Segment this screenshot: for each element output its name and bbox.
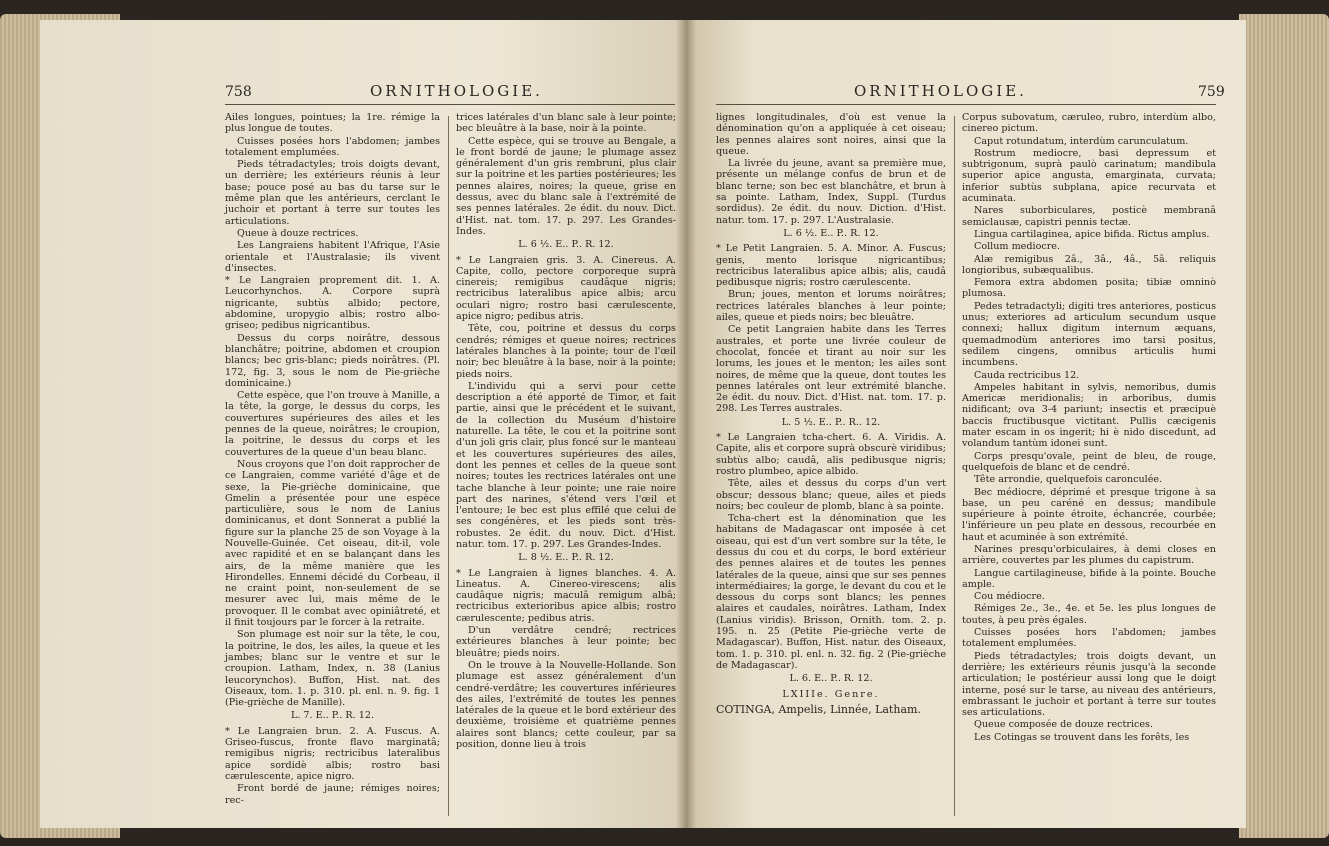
paragraph: COTINGA, Ampelis, Linnée, Latham. [716, 702, 921, 716]
paragraph: Son plumage est noir sur la tête, le cou, la poitrine, le dos, les ailes, la queue et les jambes; blanc sur le ventre et sur le croupion. Latham, Index, n. 38 (Lanius leucorynchos). Buffon, Hist. nat. des Oiseaux, tom. 1. p. 310. pl. enl. n. 9. fig. 1 (Pie-grièche de Manille). [225, 629, 440, 709]
paragraph: Ailes longues, pointues; la 1re. rémige la plus longue de toutes. [225, 112, 440, 135]
paragraph: Cette espèce, qui se trouve au Bengale, a le front bordé de jaune; le plumage assez généralement d'un gris rembruni, plus clair sur la poitrine et les parties postérieures; les pennes alaires, noires; la queue, grise en dessus, avec du blanc sale à l'extrémité de ses pennes latérales. 2e édit. du nouv. Dict. d'Hist. nat. tom. 17. p. 297. Les Grandes-Indes. [456, 135, 676, 237]
paragraph: Front bordé de jaune; rémiges noires; rec- [225, 783, 440, 806]
paragraph: Tête, ailes et dessus du corps d'un vert obscur; dessous blanc; queue, ailes et pieds noirs; bec couleur de plomb, blanc à sa pointe. [716, 478, 946, 512]
paragraph: Lingua cartilaginea, apice bifida. Rictus amplus. [974, 228, 1210, 240]
paragraph: * Le Langraien à lignes blanches. 4. A. Lineatus. A. Cinereo-virescens; alis caudâque nigris; maculâ remigum albâ; rectricibus exterioribus apice albis; rostro cærulescente; pedibus atris. [456, 567, 676, 624]
header-rule [225, 104, 675, 105]
text-column-1 [716, 112, 946, 716]
running-head: ORNITHOLOGIE. [854, 82, 1027, 100]
running-head: ORNITHOLOGIE. [370, 82, 543, 100]
paragraph: Cauda rectricibus 12. [974, 369, 1080, 381]
paragraph: trices latérales d'un blanc sale à leur pointe; bec bleuâtre à la base, noir à la pointe. [456, 112, 676, 135]
paragraph: Pieds tétradactyles; trois doigts devant, un derrière; les extérieurs réunis jusqu'à la seconde articulation; le postérieur aussi long que le doigt interne, posé sur le tarse, au niveau des antérieurs, embrassant le juchoir et portant à terre sur toutes ses articulations. [962, 650, 1216, 719]
left-page [40, 20, 686, 828]
paragraph: Les Cotingas se trouvent dans les forêts, les [974, 731, 1190, 743]
paragraph: Pieds tétradactyles; trois doigts devant, un derrière; les extérieurs réunis à leur base; pouce posé au bas du tarse sur le même plan que les antérieurs, cerclant le juchoir et portant à terre sur toutes les articulations. [225, 159, 440, 227]
measurements: L. 6 ½. E.. P.. R. 12. [518, 239, 614, 251]
paragraph: Bec médiocre, déprimé et presque trigone à sa base, un peu caréné en dessus; mandibule supérieure à pointe étroite, échancrée, courbée; l'inférieure un peu plate en dessous, recourbée en haut et acuminée à son extrémité. [962, 486, 1216, 543]
paragraph: Rémiges 2e., 3e., 4e. et 5e. les plus longues de toutes, à peu près égales. [962, 603, 1216, 626]
measurements: L. 6. E.. P.. R. 12. [789, 673, 873, 685]
paragraph: Brun; joues, menton et lorums noirâtres; rectrices latérales blanches à leur pointe; ailes, queue et pieds noirs; bec bleuâtre. [716, 289, 946, 324]
measurements: L. 5 ½. E.. P.. R.. 12. [781, 416, 881, 428]
paragraph: Ampeles habitant in sylvis, nemoribus, dumis Americæ meridionalis; in arboribus, dumis nidificant; ova 3-4 pariunt; insectis et præcipuè baccis fructibusque victitant. Pullis cæcigenis mater escam in os ingerit; hi è nido discedunt, ad volandum tantùm idonei sunt. [962, 381, 1216, 450]
paragraph: Femora extra abdomen posita; tibiæ omninò plumosa. [962, 277, 1216, 300]
paragraph: Cou médiocre. [974, 591, 1045, 603]
paragraph: lignes longitudinales, d'où est venue la dénomination qu'on a appliquée à cet oiseau; les pennes alaires sont noires, ainsi que la queue. [716, 112, 946, 157]
column-divider [448, 116, 449, 816]
text-column-1 [225, 112, 440, 807]
text-column-2 [962, 112, 1216, 744]
paragraph: Rostrum mediocre, basi depressum et subtrigonum, suprà paulò carinatum; mandibula superior apice angusta, emarginata, curvata; inferior subtùs subplana, apice recurvata et acuminata. [962, 147, 1216, 205]
page-number: 758 [225, 84, 252, 100]
paragraph: * Le Langraien tcha-chert. 6. A. Viridis. A. Capite, alis et corpore suprà obscurè viridibus; subtùs albo; caudâ, alis pedibusque nigris; rostro plumbeo, apice albido. [716, 432, 946, 477]
header-rule [716, 104, 1216, 105]
measurements: L. 7. E.. P.. R. 12. [290, 710, 375, 722]
measurements: L. 8 ½. E.. P.. R. 12. [518, 552, 614, 564]
paragraph: Ce petit Langraien habite dans les Terres australes, et porte une livrée couleur de chocolat, foncée et tirant au noir sur les lorums, les joues et le menton; les ailes sont noires, de même que la queue, dont toutes les pennes latérales ont leur extrémité blanche. 2e édit. du nouv. Dict. d'Hist. nat. tom. 17. p. 298. Les Terres australes. [716, 324, 946, 415]
paragraph: Nous croyons que l'on doit rapprocher de ce Langraien, comme variété d'âge et de sexe, la Pie-grièche dominicaine, que Gmelin a présentée pour une espèce particulière, sous le nom de Lanius dominicanus, et dont Sonnerat a publié la figure sur la planche 25 de son Voyage à la Nouvelle-Guinée. Cet oiseau, dit-il, vole avec rapidité et en se balançant dans les airs, de la même manière que les Hirondelles. Ennemi décidé du Corbeau, il ne craint point, non-seulement de se mesurer avec lui, mais même de le provoquer. Il le combat avec opiniâtreté, et il finit toujours par le forcer à la retraite. [225, 458, 440, 629]
measurements: L. 6 ½. E.. P.. R. 12. [783, 227, 879, 239]
paragraph: Alæ remigibus 2â., 3â., 4â., 5â. reliquis longioribus, subæqualibus. [962, 253, 1216, 276]
paragraph: On le trouve à la Nouvelle-Hollande. Son plumage est assez généralement d'un cendré-verdâtre; les couvertures inférieures des ailes, l'extrémité de toutes les pennes latérales de la queue et le bord extérieur des deuxième, troisième et quatrième pennes alaires sont blancs; cette couleur, par sa position, donne lieu à trois [456, 659, 676, 751]
paragraph: Queue composée de douze rectrices. [974, 719, 1154, 731]
column-divider [954, 116, 955, 816]
genus-heading: LXIIIe. Genre. [782, 688, 880, 700]
paragraph: * Le Langraien proprement dit. 1. A. Leucorhynchos. A. Corpore suprà nigricante, subtùs albido; pectore, abdomine, uropygio albis; rostro albo-griseo; pedibus nigricantibus. [225, 275, 440, 332]
paragraph: Narines presqu'orbiculaires, à demi closes en arrière, couvertes par les plumes du capistrum. [962, 543, 1216, 567]
paragraph: Queue à douze rectrices. [237, 227, 359, 239]
paragraph: Cuisses posées hors l'abdomen; jambes totalement emplumées. [962, 627, 1216, 650]
page-number: 759 [1198, 84, 1225, 100]
paragraph: Les Langraiens habitent l'Afrique, l'Asie orientale et l'Australasie; ils vivent d'insectes. [225, 240, 440, 274]
paragraph: La livrée du jeune, avant sa première mue, présente un mélange confus de brun et de blanc terne; son bec est blanchâtre, et brun à sa pointe. Latham, Index, Suppl. (Turdus sordidus). 2e édit. du nouv. Diction. d'Hist. natur. tom. 17. p. 297. L'Australasie. [716, 158, 946, 226]
paragraph: Tête, cou, poitrine et dessus du corps cendrés; rémiges et queue noires; rectrices latérales blanches à la pointe; tour de l'œil noir; bec bleuâtre à la base, noir à la pointe; pieds noirs. [456, 323, 676, 380]
paragraph: Caput rotundatum, interdùm carunculatum. [974, 135, 1189, 147]
paragraph: Tcha-chert est la dénomination que les habitans de Madagascar ont imposée à cet oiseau, qui est d'un vert sombre sur la tête, le dessus du cou et du corps, le bord extérieur des pennes alaires et de toutes les pennes latérales de la queue, ainsi que sur ses pennes intermédiaires; la gorge, le devant du cou et le dessous du corps sont blancs; les pennes alaires et caudales, noirâtres. Latham, Index (Lanius viridis). Brisson, Ornith. tom. 2. p. 195. n. 25 (Petite Pie-grièche verte de Madagascar). Buffon, Hist. natur. des Oiseaux, tom. 1. p. 310. pl. enl. n. 32. fig. 2 (Pie-grièche de Madagascar). [716, 513, 946, 671]
paragraph: Nares suborbiculares, posticè membranâ semiclausæ, capistri pennis tectæ. [962, 205, 1216, 228]
text-column-2 [456, 112, 676, 751]
paragraph: Tête arrondie, quelquefois caronculée. [974, 474, 1163, 486]
paragraph: Cette espèce, que l'on trouve à Manille, a la tête, la gorge, le dessus du corps, les couvertures supérieures des ailes et les pennes de la queue, noirâtres; le croupion, la poitrine, le dessus du corps et les couvertures de la queue d'un beau blanc. [225, 390, 440, 458]
paragraph: Corpus subovatum, cæruleo, rubro, interdùm albo, cinereo pictum. [962, 112, 1216, 135]
paragraph: D'un verdâtre cendré; rectrices extérieures blanches à leur pointe; bec bleuâtre; pieds noirs. [456, 625, 676, 659]
paragraph: Cuisses posées hors l'abdomen; jambes totalement emplumées. [225, 135, 440, 158]
book-gutter [676, 20, 696, 828]
book-edge-right [1239, 14, 1329, 838]
right-page [686, 20, 1246, 828]
paragraph: Pedes tetradactyli; digiti tres anteriores, posticus unus; exteriores ad articulum secundum usque connexi; hallux digitum internum æquans, quemadmodùm anteriores imo tarsi positus, sedilem cingens, omnibus articulis humi incumbens. [962, 300, 1216, 369]
paragraph: * Le Langraien gris. 3. A. Cinereus. A. Capite, collo, pectore corporeque suprà cinereis; remigibus caudâque nigris; rectricibus lateralibus apice albis; arcu oculari nigro; rostro basi cærulescente, apice nigro; pedibus atris. [456, 254, 676, 323]
paragraph: * Le Langraien brun. 2. A. Fuscus. A. Griseo-fuscus, fronte flavo marginatâ; remigibus nigris; rectricibus lateralibus apice sordidè albis; rostro basi cærulescente, apice nigro. [225, 725, 440, 782]
paragraph: L'individu qui a servi pour cette description a été apporté de Timor, et fait partie, ainsi que le précédent et le suivant, de la collection du Muséum d'histoire naturelle. La tête, le cou et la poitrine sont d'un joli gris clair, plus foncé sur le manteau et les couvertures supérieures des ailes, dont les pennes et celles de la queue sont noires; toutes les rectrices latérales ont une tache blanche à leur pointe; une raie noire part des narines, s'étend vers l'œil et l'entoure; le bec est plus effilé que celui de ses congénères, et les pieds sont très-robustes. 2e édit. du nouv. Dict. d'Hist. natur. tom. 17. p. 297. Les Grandes-Indes. [456, 380, 676, 550]
paragraph: Dessus du corps noirâtre, dessous blanchâtre; poitrine, abdomen et croupion blancs; bec gris-blanc; pieds noirâtres. (Pl. 172, fig. 3, sous le nom de Pie-grièche dominicaine.) [225, 332, 440, 389]
paragraph: Langue cartilagineuse, bifide à la pointe. Bouche ample. [962, 567, 1216, 590]
paragraph: * Le Petit Langraien. 5. A. Minor. A. Fuscus; genis, mento lorisque nigricantibus; rectricibus lateralibus apice albis; alis, caudâ pedibusque nigris; rostro cærulescente. [716, 243, 946, 289]
paragraph: Corps presqu'ovale, peint de bleu, de rouge, quelquefois de blanc et de cendré. [962, 450, 1216, 473]
paragraph: Collum mediocre. [974, 241, 1061, 253]
